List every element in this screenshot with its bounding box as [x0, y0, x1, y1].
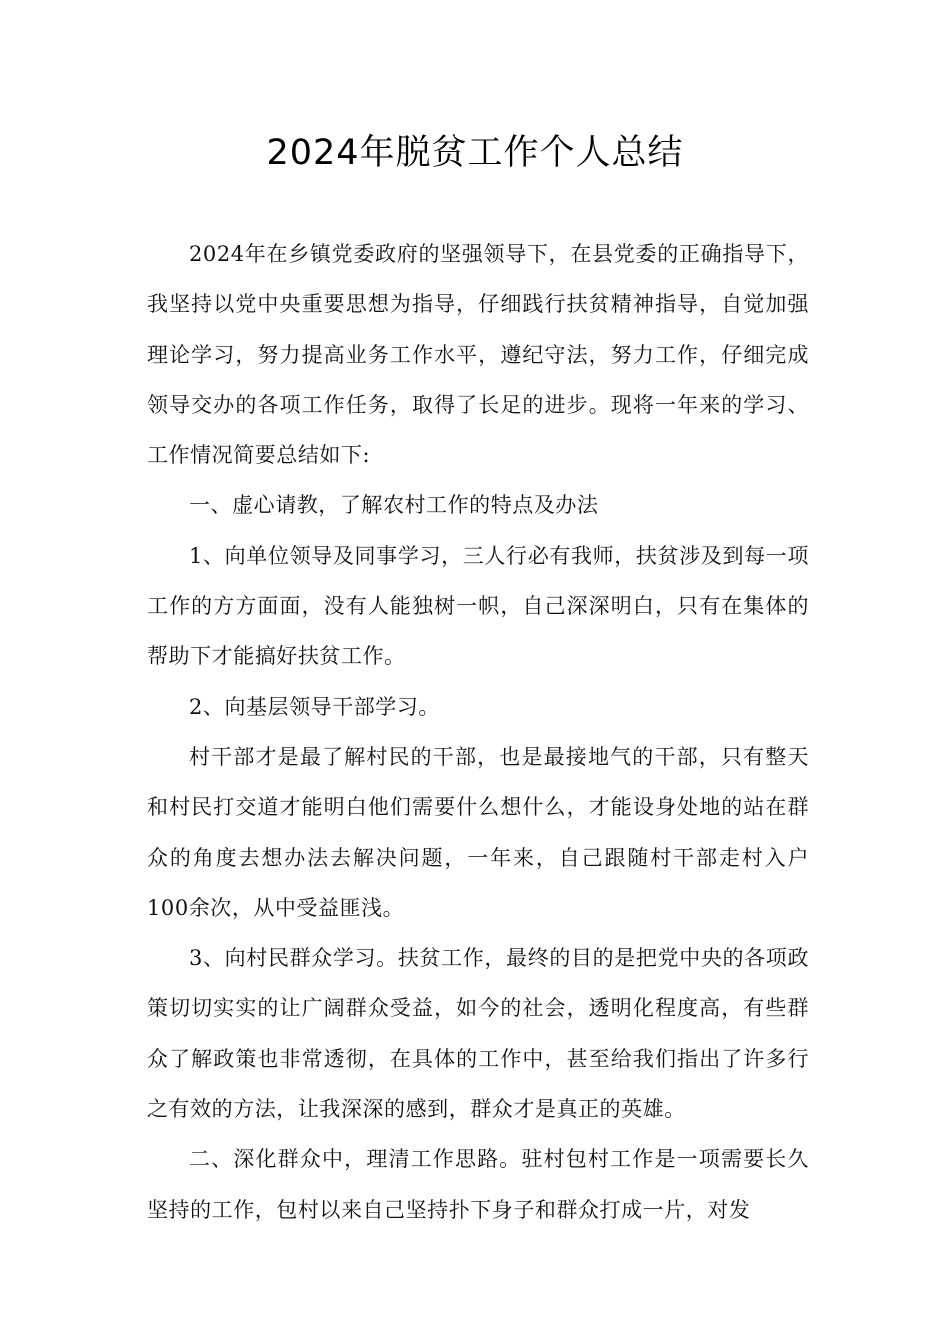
- document-title: 2024年脱贫工作个人总结: [266, 133, 684, 173]
- paragraph-village-cadres: 村干部才是最了解村民的干部，也是最接地气的干部，只有整天和村民打交道才能明白他们需要什么想什么，才能设身处地的站在群众的角度去想办法去解决问题，一年来，自己跟随村干部走村入户100余次，从中受益匪浅。: [147, 744, 809, 920]
- paragraph-intro: 2024年在乡镇党委政府的坚强领导下，在县党委的正确指导下，我坚持以党中央重要思想为指导，仔细践行扶贫精神指导，自觉加强理论学习，努力提高业务工作水平，遵纪守法，努力工作，仔细完成领导交办的各项工作任务，取得了长足的进步。现将一年来的学习、工作情况简要总结如下:: [147, 242, 809, 468]
- document-body: [147, 229, 809, 1235]
- paragraph-item-1: 1、向单位领导及同事学习，三人行必有我师，扶贫涉及到每一项工作的方方面面，没有人能独树一帜，自己深深明白，只有在集体的帮助下才能搞好扶贫工作。: [147, 543, 809, 669]
- paragraph-item-3: 3、向村民群众学习。扶贫工作，最终的目的是把党中央的各项政策切切实实的让广阔群众受益，如今的社会，透明化程度高，有些群众了解政策也非常透彻，在具体的工作中，甚至给我们指出了许多行之有效的方法，让我深深的感到，群众才是真正的英雄。: [147, 946, 809, 1122]
- section-heading-2: 二、深化群众中，理清工作思路。驻村包村工作是一项需要长久坚持的工作，包村以来自己坚持扑下身子和群众打成一片，对发: [147, 1147, 809, 1222]
- section-heading-1: 一、虚心请教，了解农村工作的特点及办法: [189, 493, 599, 518]
- paragraph-item-2: 2、向基层领导干部学习。: [189, 694, 440, 719]
